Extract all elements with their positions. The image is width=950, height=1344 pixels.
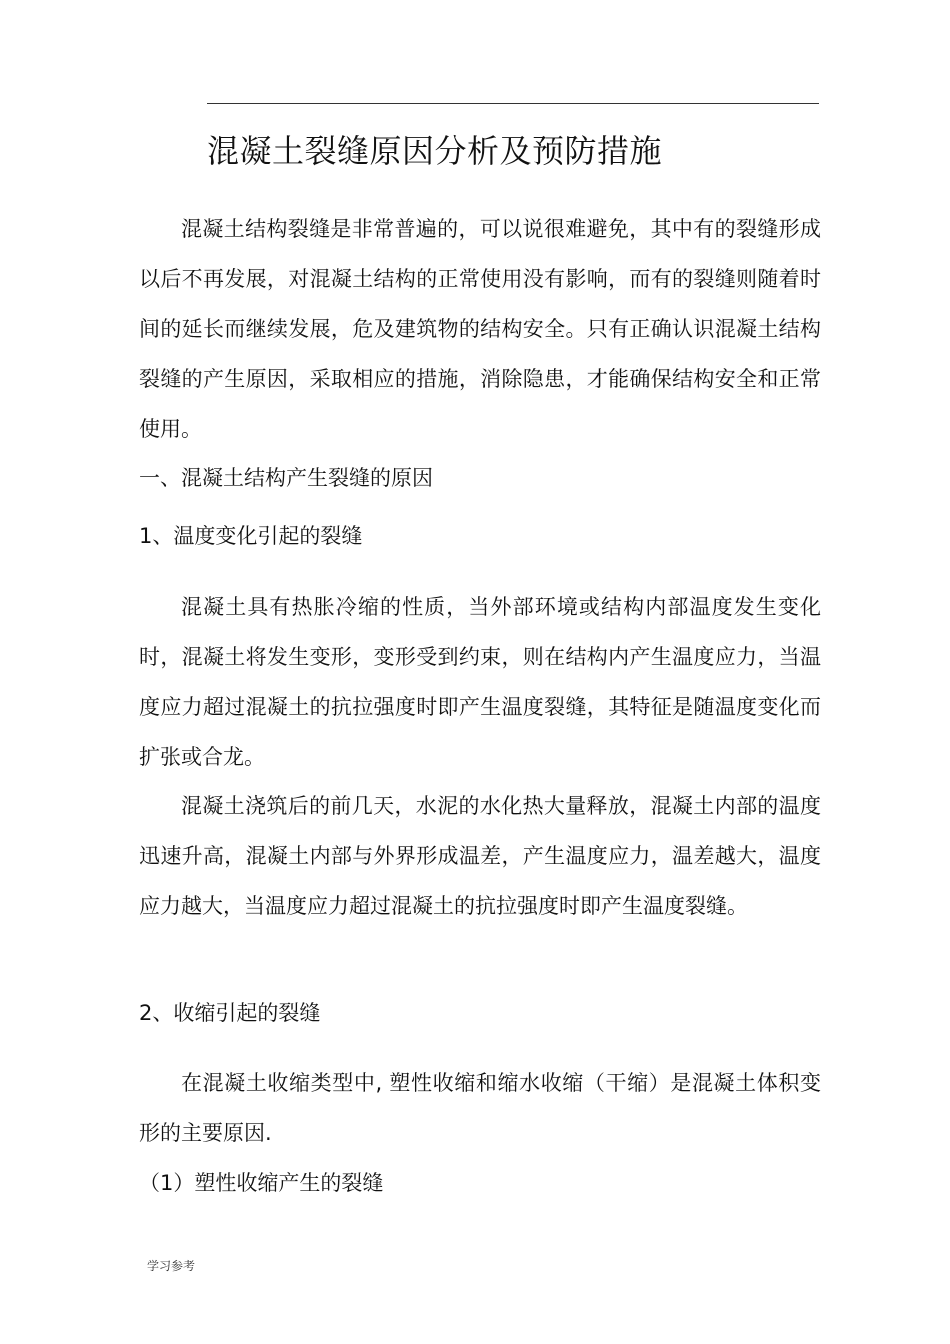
shrinkage-paragraph: 在混凝土收缩类型中, 塑性收缩和缩水收缩（干缩）是混凝土体积变形的主要原因.	[139, 1071, 821, 1145]
document-title: 混凝土裂缝原因分析及预防措施	[207, 132, 663, 171]
section-heading: 一、混凝土结构产生裂缝的原因	[139, 466, 433, 490]
subsection-heading-shrinkage: 2、收缩引起的裂缝	[139, 1001, 321, 1025]
header-rule	[207, 103, 819, 104]
page-footer: 学习参考	[147, 1259, 196, 1273]
subsubsection-heading-plastic: （1）塑性收缩产生的裂缝	[139, 1171, 384, 1195]
temperature-paragraph-1: 混凝土具有热胀冷缩的性质，当外部环境或结构内部温度发生变化时，混凝土将发生变形，变形受到约束，则在结构内产生温度应力，当温度应力超过混凝土的抗拉强度时即产生温度裂缝，其特征是随温度变化而扩张或合龙。	[139, 595, 821, 769]
temperature-paragraph-2: 混凝土浇筑后的前几天，水泥的水化热大量释放，混凝土内部的温度迅速升高，混凝土内部与外界形成温差，产生温度应力，温差越大，温度应力越大，当温度应力超过混凝土的抗拉强度时即产生温度裂缝。	[139, 794, 821, 918]
intro-paragraph: 混凝土结构裂缝是非常普遍的，可以说很难避免，其中有的裂缝形成以后不再发展，对混凝土结构的正常使用没有影响，而有的裂缝则随着时间的延长而继续发展，危及建筑物的结构安全。只有正确认识混凝土结构裂缝的产生原因，采取相应的措施，消除隐患，才能确保结构安全和正常使用。	[139, 217, 821, 441]
subsection-heading-temperature: 1、温度变化引起的裂缝	[139, 524, 363, 548]
